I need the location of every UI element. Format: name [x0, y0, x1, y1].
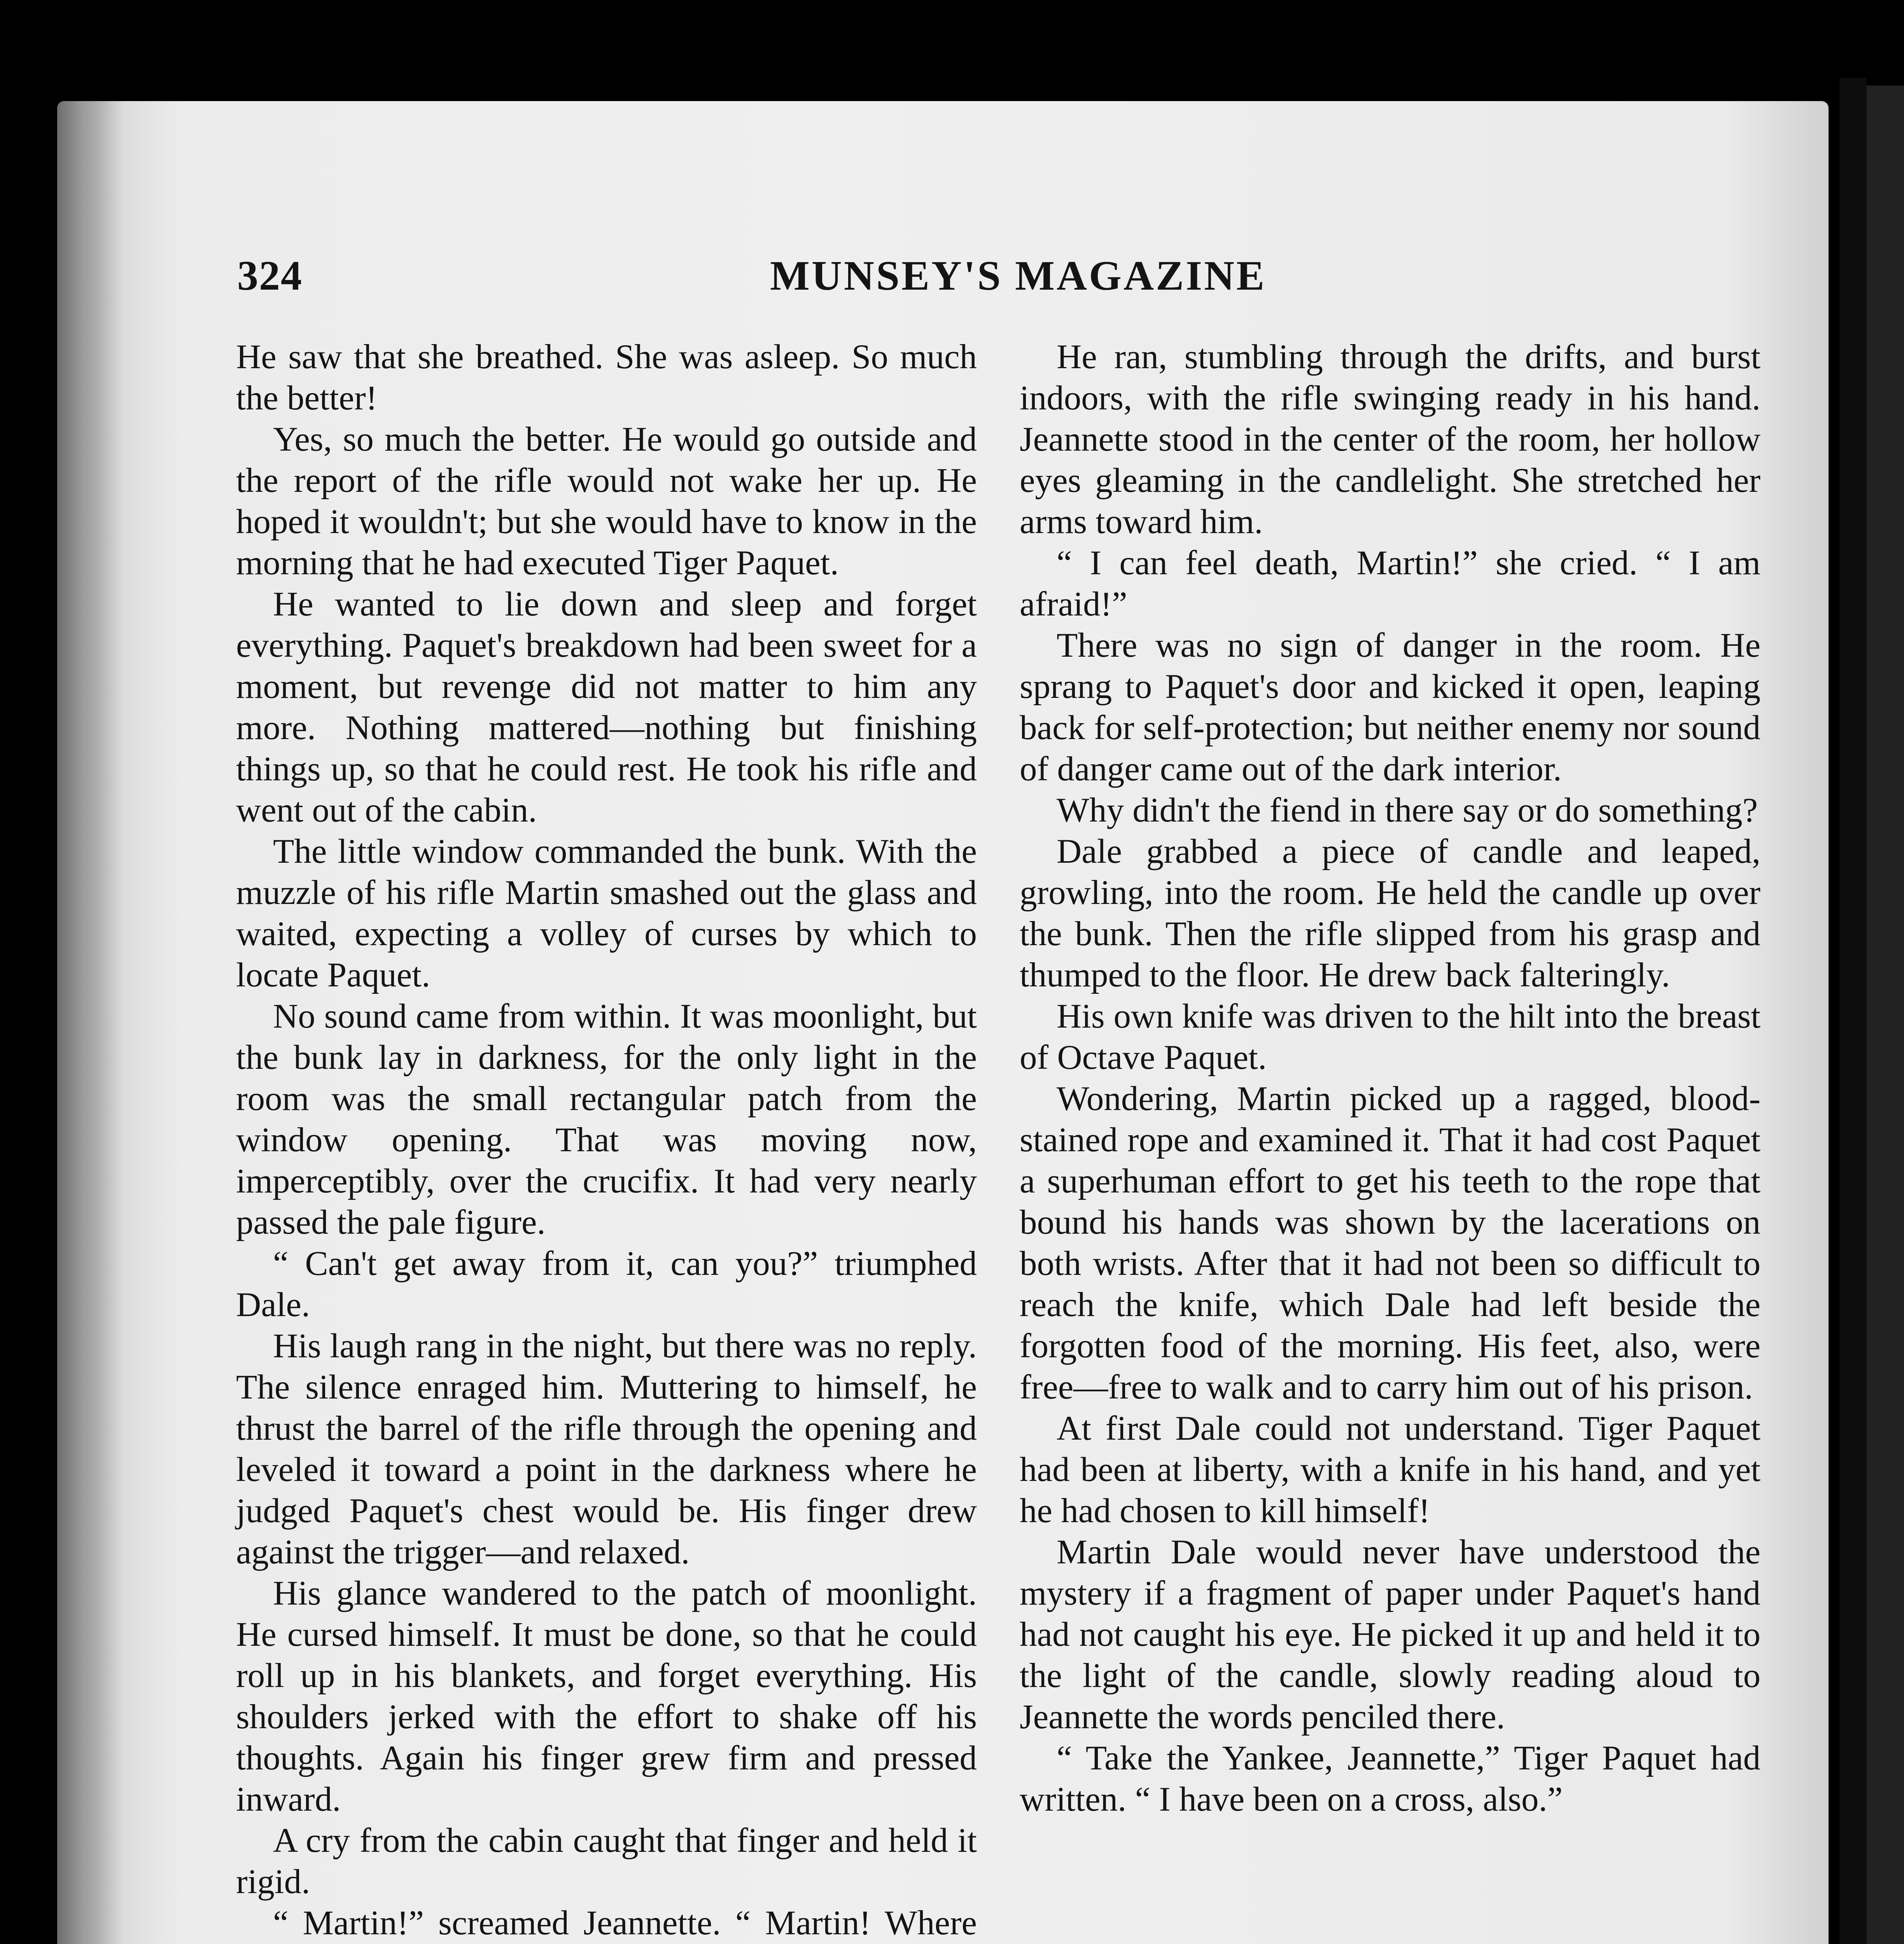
story-left-column — [236, 336, 977, 1944]
paragraph: Martin Dale would never have understood the mystery if a fragment of paper under Paquet's hand had not caught his eye. He picked it up and held it to the light of the candle, slowly reading aloud to Jeannette the words penciled there. — [1020, 1533, 1760, 1736]
paragraph: Wondering, Martin picked up a ragged, blood-stained rope and examined it. That it had cost Paquet a superhuman effort to get his teeth to the rope that bound his hands was shown by the lacerations on both wrists. After that it had not been so difficult to reach the knife, which Dale had left beside the forgotten food of the morning. His feet, also, were free—free to walk and to carry him out of his prison. — [1020, 1080, 1760, 1406]
paragraph: At first Dale could not understand. Tiger Paquet had been at liberty, with a knife in his hand, and yet he had chosen to kill himself! — [1020, 1409, 1760, 1530]
paragraph: “ Martin!” screamed Jeannette. “ Martin! Where — [273, 1904, 977, 1942]
page-number: 324 — [237, 253, 303, 299]
paragraph: He wanted to lie down and sleep and forget everything. Paquet's breakdown had been sweet for a moment, but revenge did not matter to him any more. Nothing mattered—nothing but finishing things up, so that he could rest. He took his rifle and went out of the cabin. — [236, 585, 977, 829]
facing-page-edge — [1839, 78, 1867, 1944]
paragraph: His own knife was driven to the hilt into the breast of Octave Paquet. — [1020, 997, 1760, 1077]
paragraph: No sound came from within. It was moonlight, but the bunk lay in darkness, for the only light in the room was the small rectangular patch from the window opening. That was moving now, imperceptibly, over the crucifix. It had very nearly passed the pale figure. — [236, 997, 977, 1241]
paragraph: “ Can't get away from it, can you?” triumphed Dale. — [236, 1245, 977, 1324]
paragraph: Why didn't the fiend in there say or do something? — [1057, 791, 1758, 829]
facing-page-strip — [1867, 86, 1904, 1944]
paragraph: “ I can feel death, Martin!” she cried. “ I am afraid!” — [1020, 544, 1760, 623]
paragraph: There was no sign of danger in the room. He sprang to Paquet's door and kicked it open, leaping back for self-protection; but neither enemy nor sound of danger came out of the dark interior. — [1020, 626, 1760, 788]
paragraph: He saw that she breathed. She was asleep. So much the better! — [236, 338, 977, 417]
paragraph: The little window commanded the bunk. With the muzzle of his rifle Martin smashed out the glass and waited, expecting a volley of curses by which to locate Paquet. — [236, 832, 977, 994]
story-right-column — [1020, 336, 1760, 1820]
magazine-title: MUNSEY'S MAGAZINE — [770, 253, 1267, 299]
paragraph: Dale grabbed a piece of candle and leaped, growling, into the room. He held the candle up over the bunk. Then the rifle slipped from his grasp and thumped to the floor. He drew back falteringly. — [1020, 832, 1760, 994]
paragraph: His glance wandered to the patch of moonlight. He cursed himself. It must be done, so that he could roll up in his blankets, and forget everything. His shoulders jerked with the effort to shake off his thoughts. Again his finger grew firm and pressed inward. — [236, 1574, 977, 1818]
paragraph: “ Take the Yankee, Jeannette,” Tiger Paquet had written. “ I have been on a cross, also.” — [1020, 1739, 1760, 1818]
paragraph: His laugh rang in the night, but there was no reply. The silence enraged him. Muttering to himself, he thrust the barrel of the rifle through the opening and leveled it toward a point in the darkness where he judged Paquet's chest would be. His finger drew against the trigger—and relaxed. — [236, 1327, 977, 1571]
paragraph: A cry from the cabin caught that finger and held it rigid. — [236, 1822, 977, 1901]
gutter-shadow — [57, 101, 123, 1944]
paragraph: He ran, stumbling through the drifts, and burst indoors, with the rifle swinging ready in his hand. Jeannette stood in the center of the room, her hollow eyes gleaming in the candlelight. She stretched her arms toward him. — [1020, 338, 1760, 541]
paragraph: Yes, so much the better. He would go outside and the report of the rifle would not wake her up. He hoped it wouldn't; but she would have to know in the morning that he had executed Tiger Paquet. — [236, 420, 977, 582]
